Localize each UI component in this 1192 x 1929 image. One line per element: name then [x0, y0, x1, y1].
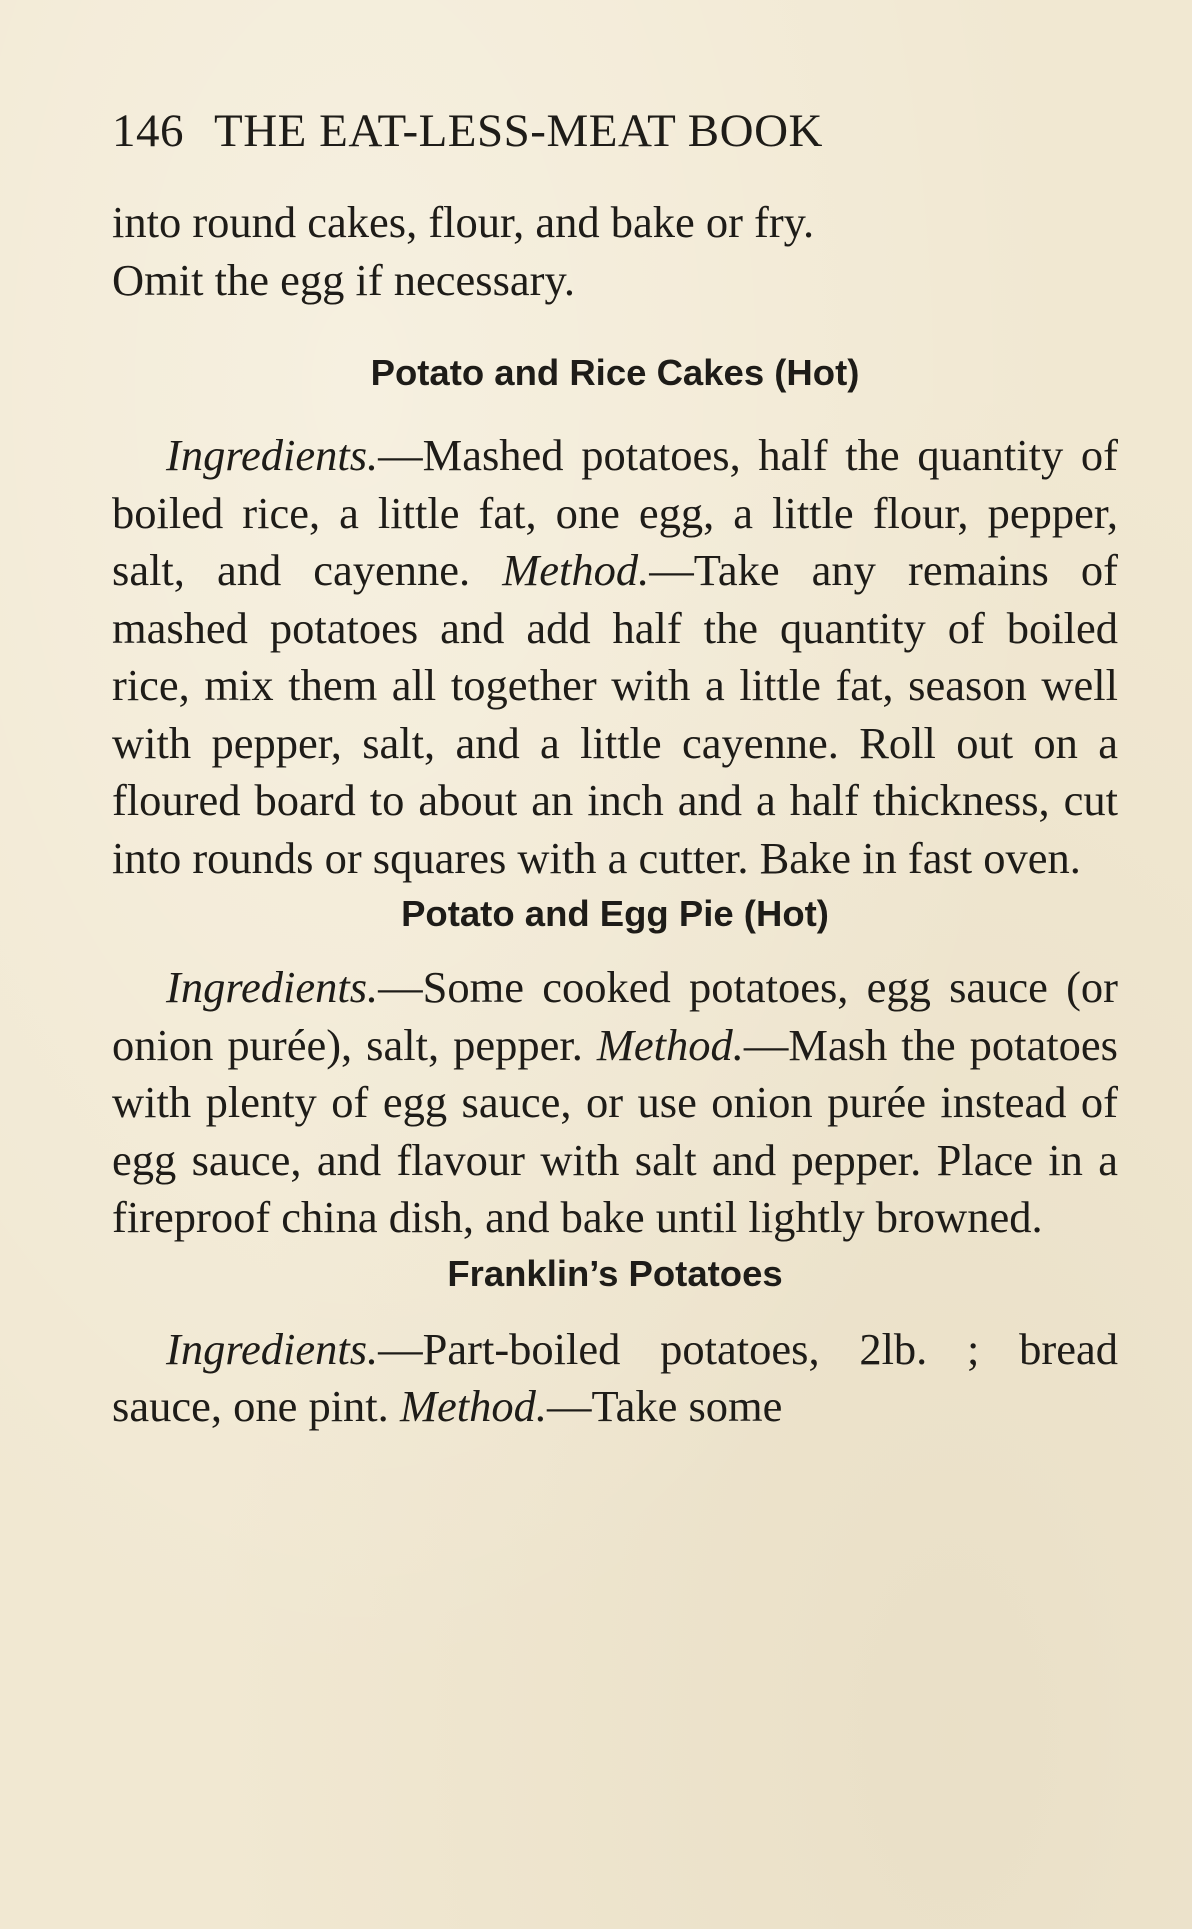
- ingredients-label: Ingredients.: [166, 430, 379, 480]
- page-body: [112, 194, 1118, 1436]
- method-text: —Mash the potatoes with plenty of egg sauce, or use onion purée instead of egg sauce, and flavour with salt and pepper. Place in a fireproof china dish, and bake until lightly browned.: [112, 1019, 1118, 1242]
- ingredients-text: —Some cooked potatoes, egg sauce (or onion purée), salt, pepper.: [112, 962, 1118, 1070]
- recipe-title-potato-egg-pie: Potato and Egg Pie (Hot): [401, 893, 829, 934]
- continuation-line-1: into round cakes, flour, and bake or fry.: [112, 197, 815, 247]
- ingredients-label: Ingredients.: [166, 1323, 379, 1374]
- continuation-line-2: Omit the egg if necessary.: [112, 254, 575, 305]
- page-header: [112, 104, 823, 158]
- page-number: 146: [112, 105, 184, 157]
- ingredients-text: —Part-boiled potatoes, 2lb. ; bread sauce, one pint.: [112, 1323, 1118, 1431]
- method-text: —Take any remains of mashed potatoes and add half the quantity of boiled rice, mix them all together with a little fat, season well with pepper, salt, and a little cayenne. Roll out on a floured board to about an inch and a half thickness, cut into rounds or squares with a cutter. Bake in fast oven.: [112, 545, 1118, 883]
- recipe-body-potato-egg-pie: [112, 959, 1118, 1247]
- recipe-title-potato-rice-cakes: Potato and Rice Cakes (Hot): [370, 352, 860, 393]
- method-label: Method.: [502, 545, 650, 595]
- method-label: Method.: [399, 1381, 547, 1431]
- recipe-body-franklins-potatoes: [112, 1321, 1118, 1436]
- continuation-paragraph: [112, 194, 1118, 309]
- method-text: —Take some: [547, 1381, 783, 1431]
- recipe-title-franklins-potatoes: Franklin’s Potatoes: [447, 1252, 783, 1294]
- recipe-body-potato-rice-cakes: [112, 427, 1118, 887]
- ingredients-text: —Mashed potatoes, half the quantity of boiled rice, a little fat, one egg, a little flour, pepper, salt, and cayenne.: [112, 430, 1118, 595]
- running-title: THE EAT-LESS-MEAT BOOK: [214, 105, 823, 157]
- ingredients-label: Ingredients.: [166, 962, 379, 1012]
- method-label: Method.: [596, 1019, 744, 1070]
